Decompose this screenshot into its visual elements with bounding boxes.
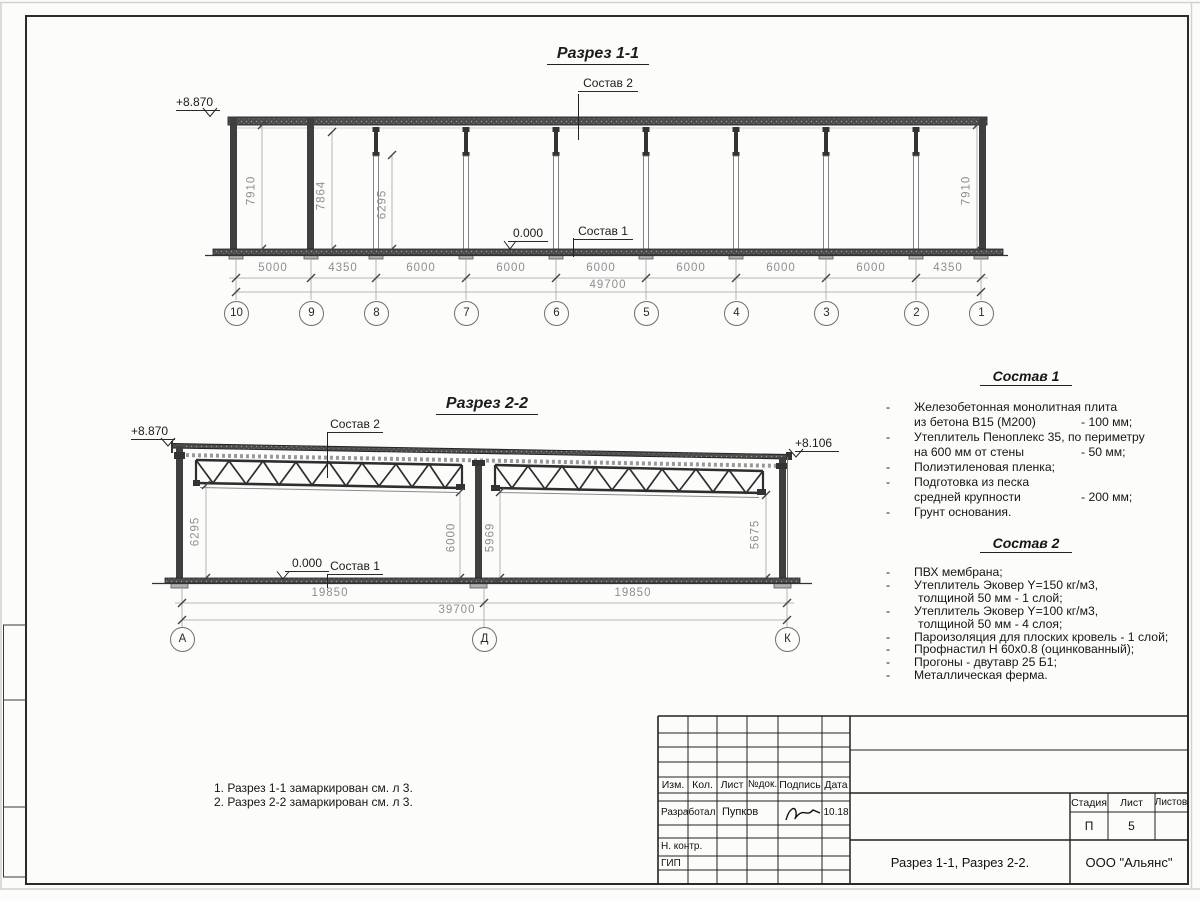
sostav2-callout: Состав 2	[327, 417, 383, 433]
tb-date: 10.18	[823, 807, 849, 818]
grid-bubble: 10	[224, 301, 249, 326]
span-dim: 6000	[586, 262, 616, 274]
list-item	[886, 668, 1198, 682]
span-dim: 6000	[856, 262, 886, 274]
list-item	[886, 490, 1198, 504]
grid-bubble: 5	[634, 301, 659, 326]
tb-header-kol: Кол.	[692, 779, 713, 791]
item-text: из бетона В15 (М200)	[914, 415, 1036, 429]
list-item	[886, 565, 1198, 579]
note-line: 2. Разрез 2-2 замаркирован см. л 3.	[214, 795, 413, 809]
dash: -	[886, 630, 891, 644]
item-text: Утеплитель Эковер Y=150 кг/м3,	[914, 578, 1099, 592]
grid-bubble: 3	[814, 301, 839, 326]
tb-header-list: Лист	[720, 779, 744, 791]
side-stamp	[3, 625, 26, 877]
dash: -	[886, 565, 891, 579]
tb-doc-title: Разрез 1-1, Разрез 2-2.	[890, 855, 1030, 870]
list-item	[890, 617, 1200, 631]
item-text: Профнастил Н 60х0.8 (оцинкованный);	[914, 642, 1135, 656]
height-dim: 6295	[189, 516, 202, 547]
height-dim: 5969	[484, 522, 497, 553]
wall-column	[307, 117, 314, 249]
section-2-title: Разрез 2-2	[436, 395, 538, 415]
floor-slab	[165, 578, 800, 583]
item-text: Грунт основания.	[914, 505, 1012, 519]
column-K	[779, 457, 786, 578]
item-value: - 100 мм;	[1081, 415, 1133, 429]
tb-razrabotal-label: Разработал	[661, 807, 716, 818]
total-dim: 39700	[438, 604, 476, 616]
sostav2-callout: Состав 2	[578, 76, 638, 92]
grid-bubble: 6	[544, 301, 569, 326]
tb-header-izm: Изм.	[661, 779, 685, 791]
grid-bubble: 1	[969, 301, 994, 326]
grid-bubble: К	[775, 627, 800, 652]
span-dim: 4350	[328, 262, 358, 274]
list-item	[886, 460, 1198, 474]
interior-columns	[373, 127, 920, 249]
steel-truss	[193, 460, 465, 493]
tb-stage-value: П	[1084, 819, 1094, 833]
item-value: - 50 мм;	[1081, 445, 1126, 459]
list-item	[886, 642, 1198, 656]
span-dim: 4350	[933, 262, 963, 274]
zero-level-label: 0.000	[285, 556, 329, 572]
span-dim: 19850	[614, 587, 652, 599]
signature	[786, 809, 820, 820]
span-dim: 19850	[311, 587, 349, 599]
item-text: Полиэтиленовая пленка;	[914, 460, 1056, 474]
item-text: Утеплитель Пеноплекс 35, по периметру	[914, 430, 1145, 444]
height-dim: 5675	[749, 519, 762, 550]
dash: -	[886, 475, 891, 489]
dash: -	[886, 655, 891, 669]
item-text: Утеплитель Эковер Y=100 кг/м3,	[914, 604, 1099, 618]
dash: -	[886, 430, 891, 444]
item-text: средней крупности	[914, 490, 1021, 504]
tb-sheet-label: Лист	[1120, 797, 1143, 809]
height-dim: 6295	[376, 189, 389, 220]
roof-slab	[228, 117, 987, 125]
grid-bubble: 2	[904, 301, 929, 326]
note-line: 1. Разрез 1-1 замаркирован см. л 3.	[214, 781, 413, 795]
grid-bubble: 8	[364, 301, 389, 326]
span-dim: 6000	[406, 262, 436, 274]
elevation-label: +8.106	[795, 436, 839, 452]
dash: -	[886, 642, 891, 656]
tb-sheets-label: Листов	[1154, 797, 1188, 808]
list-item	[886, 400, 1198, 414]
sostav1-callout: Состав 1	[573, 224, 633, 240]
span-dim: 6000	[676, 262, 706, 274]
column-D	[475, 462, 482, 578]
grid-bubble: 9	[299, 301, 324, 326]
sostav1-heading: Состав 1	[980, 368, 1072, 386]
item-text: Железобетонная монолитная плита	[914, 400, 1118, 414]
column-A	[176, 446, 183, 578]
section-1-title: Разрез 1-1	[547, 45, 649, 65]
wall-column	[230, 117, 237, 249]
elevation-label: +8.870	[131, 424, 175, 440]
sostav1-callout: Состав 1	[327, 559, 383, 575]
tb-sheet-value: 5	[1128, 819, 1135, 833]
sostav2-heading: Состав 2	[980, 535, 1072, 553]
item-text: Подготовка из песка	[914, 475, 1030, 489]
grid-bubble: 4	[724, 301, 749, 326]
height-dim: 6000	[445, 522, 458, 553]
steel-truss	[491, 465, 766, 498]
item-text: на 600 мм от стены	[914, 445, 1025, 459]
height-dim: 7910	[245, 175, 258, 206]
list-item	[886, 445, 1198, 459]
span-dim: 5000	[258, 262, 288, 274]
span-dim: 6000	[496, 262, 526, 274]
wall-column	[979, 117, 986, 249]
total-dim: 49700	[589, 279, 627, 291]
height-dim: 7864	[315, 180, 328, 211]
dash: -	[886, 668, 891, 682]
dash: -	[886, 578, 891, 592]
list-item	[886, 430, 1198, 444]
dash: -	[886, 460, 891, 474]
list-item	[886, 415, 1198, 429]
list-item	[886, 578, 1198, 592]
tb-author-name: Пупков	[722, 806, 759, 818]
section-2-2-structure	[152, 441, 812, 588]
item-text: Прогоны - двутавр 25 Б1;	[914, 655, 1057, 669]
item-value: - 200 мм;	[1081, 490, 1133, 504]
zero-level-label: 0.000	[508, 226, 548, 242]
tb-gip-label: ГИП	[661, 858, 681, 869]
list-item	[886, 505, 1198, 519]
list-item	[890, 591, 1200, 605]
dash: -	[886, 604, 891, 618]
tb-company: ООО "Альянс"	[1085, 855, 1173, 870]
grid-bubble: Д	[472, 627, 497, 652]
tb-nkontr-label: Н. контр.	[661, 841, 703, 852]
grid-bubble: А	[170, 627, 195, 652]
height-dim: 7910	[960, 175, 973, 206]
list-item	[886, 604, 1198, 618]
tb-header-ndok: №док.	[747, 779, 778, 790]
dash: -	[886, 505, 891, 519]
item-text: ПВХ мембрана;	[914, 565, 1003, 579]
dash: -	[886, 400, 891, 414]
item-text: Пароизоляция для плоских кровель - 1 слой;	[914, 630, 1169, 644]
item-text: Металлическая ферма.	[914, 668, 1048, 682]
tb-header-data: Дата	[824, 779, 848, 791]
tb-stage-label: Стадия	[1071, 797, 1107, 809]
zero-level-mark	[504, 241, 516, 249]
tb-header-podpis: Подпись	[779, 779, 821, 791]
span-dim: 6000	[766, 262, 796, 274]
elevation-label: +8.870	[176, 95, 220, 111]
item-text: толщиной 50 мм - 1 слой;	[918, 591, 1063, 605]
grid-bubble: 7	[454, 301, 479, 326]
list-item	[886, 475, 1198, 489]
item-text: толщиной 50 мм - 4 слоя;	[918, 617, 1063, 631]
list-item	[886, 655, 1198, 669]
